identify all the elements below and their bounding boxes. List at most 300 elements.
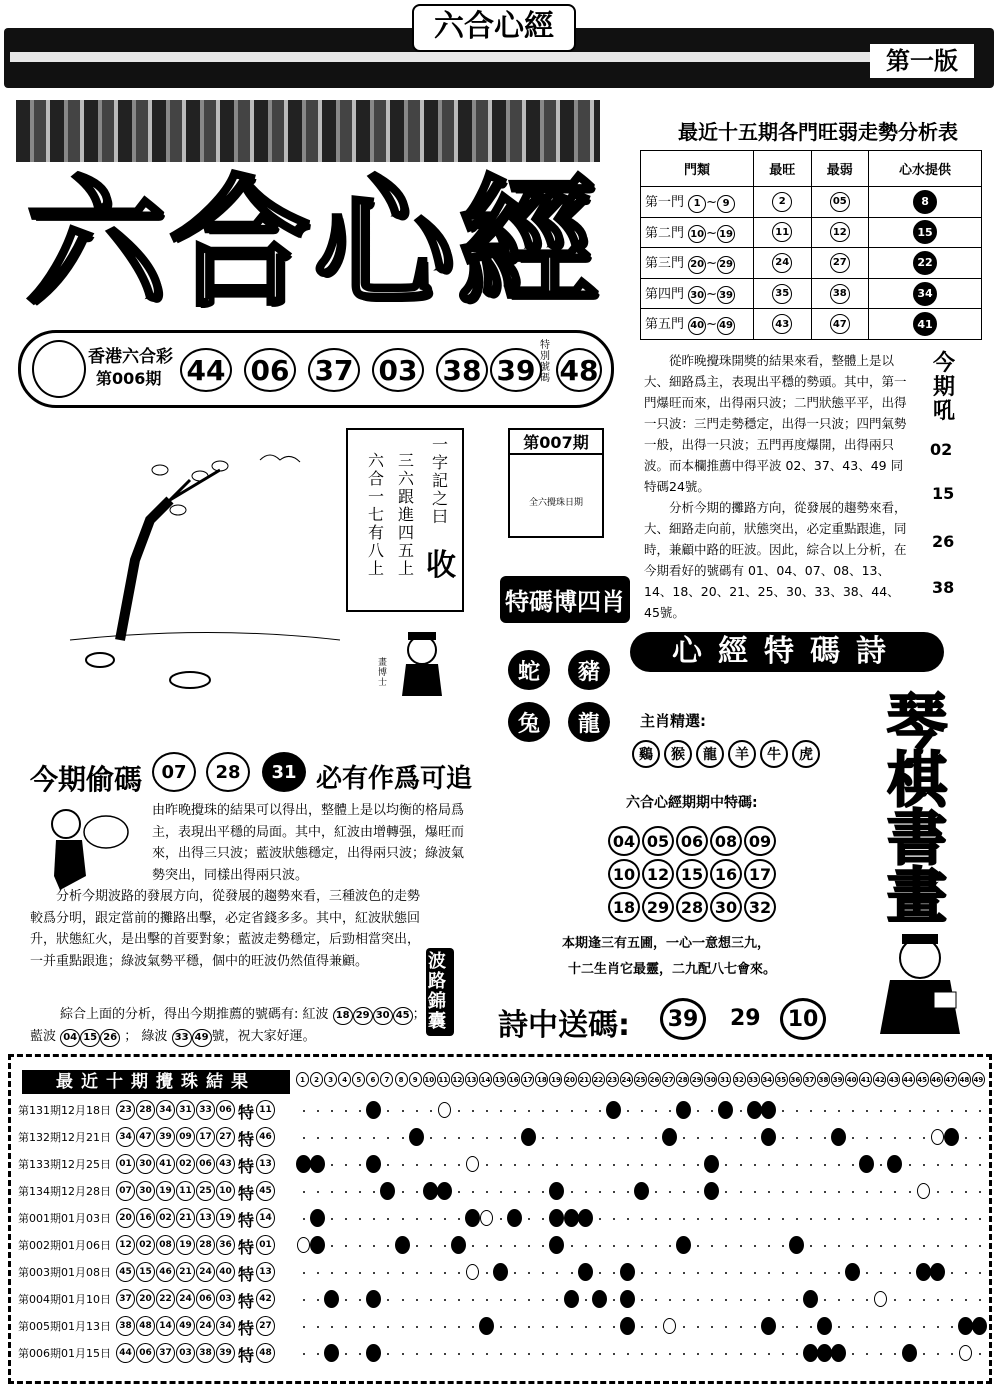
hit-dot [789,1236,804,1254]
empty-dot [754,1299,756,1301]
col-number: 12 [451,1072,464,1087]
empty-dot [542,1164,544,1166]
empty-dot [796,1326,798,1328]
empty-dot [444,1326,446,1328]
empty-dot [894,1218,896,1220]
empty-dot [683,1326,685,1328]
empty-dot [697,1110,699,1112]
empty-dot [754,1272,756,1274]
empty-dot [979,1137,981,1139]
history-ball: 28 [196,1235,215,1255]
history-ball: 01 [116,1154,135,1174]
empty-dot [697,1191,699,1193]
empty-dot [542,1299,544,1301]
empty-dot [416,1218,418,1220]
hit-dot [662,1128,677,1146]
empty-dot [669,1218,671,1220]
col-number: 13 [465,1072,478,1087]
col-number: 41 [859,1072,872,1087]
scroll-col: 三六跟進四五上 [398,451,415,578]
empty-dot [444,1245,446,1247]
empty-dot [923,1110,925,1112]
empty-dot [866,1326,868,1328]
empty-dot [683,1299,685,1301]
empty-dot [725,1191,727,1193]
empty-dot [444,1164,446,1166]
empty-dot [979,1110,981,1112]
empty-dot [528,1353,530,1355]
special-char: 特 [238,1319,255,1338]
empty-dot [416,1110,418,1112]
empty-dot [923,1137,925,1139]
empty-dot [556,1137,558,1139]
empty-dot [627,1218,629,1220]
empty-dot [458,1272,460,1274]
empty-dot [416,1191,418,1193]
table-row: 第二門 10 ~ 19 11 12 15 [641,217,982,248]
empty-dot [697,1137,699,1139]
history-ball: 22 [156,1289,175,1309]
empty-dot [782,1110,784,1112]
col-number: 9 [409,1072,422,1087]
empty-dot [416,1353,418,1355]
empty-dot [782,1191,784,1193]
empty-dot [923,1164,925,1166]
empty-dot [782,1218,784,1220]
empty-dot [486,1191,488,1193]
empty-dot [444,1137,446,1139]
empty-dot [359,1191,361,1193]
empty-dot [754,1218,756,1220]
empty-dot [345,1326,347,1328]
hit-dot [803,1290,818,1308]
empty-dot [754,1164,756,1166]
empty-dot [599,1353,601,1355]
empty-dot [810,1110,812,1112]
empty-dot [725,1299,727,1301]
empty-dot [796,1299,798,1301]
empty-dot [359,1272,361,1274]
special-label: 特別號碼 [540,340,550,384]
red-num: 45 [393,1007,413,1025]
empty-dot [345,1245,347,1247]
empty-dot [542,1272,544,1274]
history-ball: 28 [136,1100,155,1120]
empty-dot [852,1164,854,1166]
poem-line: 十二生肖它最靈，二九配八七會來。 [568,962,777,977]
hit-dot [902,1344,917,1362]
col-number: 5 [352,1072,365,1087]
col-number: 46 [930,1072,943,1087]
empty-dot [641,1299,643,1301]
empty-dot [824,1110,826,1112]
col-number: 7 [380,1072,393,1087]
empty-dot [458,1137,460,1139]
empty-dot [542,1110,544,1112]
history-ball: 48 [136,1316,155,1336]
empty-dot [416,1272,418,1274]
empty-dot [711,1110,713,1112]
empty-dot [528,1164,530,1166]
empty-dot [430,1245,432,1247]
zodiac4-title: 特碼博四肖 [500,576,630,623]
empty-dot [923,1299,925,1301]
empty-dot [838,1272,840,1274]
empty-dot [655,1164,657,1166]
zodiac-item: 豬 [568,650,610,690]
hit-dot [564,1209,579,1227]
empty-dot [303,1137,305,1139]
empty-dot [824,1218,826,1220]
empty-dot [894,1353,896,1355]
history-ball: 31 [176,1100,195,1120]
empty-dot [402,1110,404,1112]
col-number: 15 [493,1072,506,1087]
empty-dot [303,1218,305,1220]
special-nums-grid [608,826,780,922]
hit-dot [620,1290,635,1308]
empty-dot [317,1191,319,1193]
empty-dot [937,1326,939,1328]
history-row-label: 第134期12月28日 [18,1185,111,1198]
special-num: 29 [642,892,674,922]
empty-dot [430,1272,432,1274]
empty-dot [951,1218,953,1220]
poem-line: 本期逢三有五圃，一心一意想三九， [562,936,771,951]
empty-dot [894,1137,896,1139]
empty-dot [599,1137,601,1139]
empty-dot [599,1191,601,1193]
empty-dot [669,1164,671,1166]
result-ball: 06 [244,348,296,392]
empty-dot [965,1191,967,1193]
empty-dot [923,1218,925,1220]
history-title: 最近十期攪珠結果 [22,1070,290,1094]
history-row-label: 第006期01月15日 [18,1347,111,1360]
history-ball: 24 [196,1316,215,1336]
history-ball: 08 [156,1235,175,1255]
empty-dot [937,1191,939,1193]
result-period: 第006期 [96,369,162,388]
empty-dot [472,1191,474,1193]
empty-dot [909,1245,911,1247]
col-number: 1 [296,1072,309,1087]
empty-dot [641,1164,643,1166]
empty-dot [585,1191,587,1193]
history-ball: 36 [216,1235,235,1255]
col-number: 43 [887,1072,900,1087]
empty-dot [697,1326,699,1328]
hit-dot [549,1236,564,1254]
red-num: 29 [353,1007,373,1025]
col-number: 38 [817,1072,830,1087]
empty-dot [866,1272,868,1274]
hit-dot [916,1263,931,1281]
col-number: 14 [479,1072,492,1087]
empty-dot [683,1272,685,1274]
empty-dot [556,1110,558,1112]
empty-dot [782,1245,784,1247]
scroll-panel [346,428,464,612]
empty-dot [402,1326,404,1328]
empty-dot [359,1218,361,1220]
empty-dot [613,1137,615,1139]
table-row: 第三門 20 ~ 29 24 27 22 [641,248,982,279]
empty-dot [641,1326,643,1328]
empty-dot [627,1245,629,1247]
empty-dot [528,1299,530,1301]
history-ball: 20 [116,1208,135,1228]
empty-dot [937,1164,939,1166]
empty-dot [838,1191,840,1193]
empty-dot [331,1191,333,1193]
empty-dot [514,1191,516,1193]
empty-dot [740,1137,742,1139]
empty-dot [880,1272,882,1274]
empty-dot [458,1353,460,1355]
history-dot-grid [296,1098,986,1368]
empty-dot [571,1191,573,1193]
empty-dot [599,1110,601,1112]
empty-dot [500,1191,502,1193]
empty-dot [683,1218,685,1220]
col-number: 16 [507,1072,520,1087]
analysis-p2: 分析今期的攤路方向，從發展的趨勢來看，大、細路走向前，狀態突出，必定重點跟進，同時，兼顧中路的旺波。因此，綜合以上分析，在今期看好的號碼有 01、04、07、08、13、14、18、20、21、25、30、33、38、44、45號。 [644,500,907,620]
history-row-label: 第001期01月03日 [18,1212,111,1225]
history-ball: 02 [156,1208,175,1228]
special-num: 32 [744,892,776,922]
special-nums-label: 六合心經期期中特碼: [626,795,758,811]
empty-dot [373,1326,375,1328]
hit-dot [578,1209,593,1227]
history-ball: 14 [156,1316,175,1336]
empty-dot [542,1137,544,1139]
special-char: 特 [238,1346,255,1365]
special-num: 06 [676,826,708,856]
empty-dot [528,1191,530,1193]
empty-dot [655,1353,657,1355]
empty-dot [655,1218,657,1220]
history-ball: 20 [136,1289,155,1309]
history-ball: 09 [176,1127,195,1147]
empty-dot [711,1353,713,1355]
empty-dot [909,1164,911,1166]
empty-dot [571,1326,573,1328]
empty-dot [894,1110,896,1112]
special-num: 04 [608,826,640,856]
empty-dot [458,1191,460,1193]
empty-dot [430,1353,432,1355]
history-special: 13 [256,1262,275,1282]
empty-dot [754,1137,756,1139]
col-number: 4 [338,1072,351,1087]
poem-send-num: 29 [730,1006,761,1031]
steal-p1: 由昨晚攪珠的結果可以得出，整體上是以均衡的格局爲主，表現出平穩的局面。其中，紅波由增轉强，爆旺而來，出得三只波；藍波狀態穩定，出得兩只波；綠波氣勢突出，同樣出得兩只波。 [152,803,465,883]
special-char: 特 [238,1211,255,1230]
empty-dot [556,1353,558,1355]
hit-dot [366,1290,381,1308]
hit-dot [451,1236,466,1254]
empty-dot [951,1272,953,1274]
empty-dot [866,1110,868,1112]
history-ball: 07 [116,1181,135,1201]
empty-dot [768,1353,770,1355]
steal-title: 今期偷碼 [30,763,143,796]
empty-dot [894,1245,896,1247]
history-special: 46 [256,1127,275,1147]
empty-dot [613,1218,615,1220]
empty-dot [641,1245,643,1247]
hit-dot [887,1155,902,1173]
empty-dot [387,1326,389,1328]
poem-send-label: 詩中送碼: [498,1008,630,1043]
roar-num: 26 [932,532,955,551]
empty-dot [937,1353,939,1355]
empty-dot [585,1164,587,1166]
empty-dot [641,1272,643,1274]
history-ball: 30 [136,1154,155,1174]
history-ball: 02 [136,1235,155,1255]
roar-title: 今期吼 [932,351,955,424]
empty-dot [472,1353,474,1355]
history-special: 42 [256,1289,275,1309]
hit-dot [803,1344,818,1362]
empty-dot [923,1353,925,1355]
hit-dot [578,1263,593,1281]
empty-dot [444,1299,446,1301]
empty-dot [486,1137,488,1139]
col-number: 18 [535,1072,548,1087]
empty-dot [937,1245,939,1247]
empty-dot [458,1218,460,1220]
col-number: 21 [578,1072,591,1087]
empty-dot [951,1326,953,1328]
col-number: 20 [564,1072,577,1087]
zhuxiao-item: 牛 [760,740,788,768]
empty-dot [500,1353,502,1355]
empty-dot [345,1353,347,1355]
empty-dot [359,1110,361,1112]
hit-dot [549,1182,564,1200]
col-number: 37 [803,1072,816,1087]
history-ball: 34 [156,1100,175,1120]
empty-dot [514,1164,516,1166]
empty-dot [894,1299,896,1301]
empty-dot [852,1326,854,1328]
empty-dot [599,1272,601,1274]
empty-dot [768,1218,770,1220]
hit-dot [817,1317,832,1335]
special-ball: 48 [556,348,602,392]
hit-dot [958,1317,973,1335]
empty-dot [880,1353,882,1355]
th-door: 門類 [641,151,754,187]
special-char: 特 [238,1292,255,1311]
empty-dot [768,1191,770,1193]
empty-dot [500,1299,502,1301]
special-char: 特 [238,1157,255,1176]
history-ball: 44 [116,1343,135,1363]
empty-dot [458,1110,460,1112]
hit-dot [465,1209,480,1227]
empty-dot [331,1218,333,1220]
special-num: 09 [744,826,776,856]
empty-dot [965,1218,967,1220]
result-brand: 香港六合彩 [88,347,173,367]
empty-dot [345,1299,347,1301]
empty-dot [711,1218,713,1220]
history-ball: 06 [196,1154,215,1174]
history-special: 48 [256,1343,275,1363]
empty-dot [852,1245,854,1247]
empty-dot [373,1245,375,1247]
empty-dot [740,1164,742,1166]
hit-dot [437,1182,452,1200]
empty-dot [514,1299,516,1301]
empty-dot [852,1353,854,1355]
empty-dot [345,1218,347,1220]
empty-dot [965,1110,967,1112]
empty-dot [585,1137,587,1139]
empty-dot [402,1164,404,1166]
empty-dot [430,1326,432,1328]
special-ring [480,1210,493,1226]
zhuxiao-item: 羊 [728,740,756,768]
empty-dot [345,1164,347,1166]
blue-num: 04 [60,1029,80,1047]
empty-dot [683,1191,685,1193]
empty-dot [725,1272,727,1274]
empty-dot [402,1353,404,1355]
special-ring [438,1102,451,1118]
hit-dot [296,1155,311,1173]
hit-dot [704,1155,719,1173]
empty-dot [500,1326,502,1328]
empty-dot [528,1245,530,1247]
empty-dot [542,1191,544,1193]
empty-dot [486,1245,488,1247]
steal-p2: 分析今期波路的發展方向，從發展的趨勢來看，三種波色的走勢較爲分明，跟定當前的攤路出擊，必定省錢多多。其中，紅波狀態回升，狀態紅火，是出擊的首要對象；藍波走勢穩定，后勁相當突出，一并重點跟進；綠波氣勢平穩，個中的旺波仍然值得兼顧。 [30,889,421,969]
empty-dot [909,1272,911,1274]
col-number: 25 [634,1072,647,1087]
empty-dot [571,1164,573,1166]
special-ring [466,1264,479,1280]
history-ball: 41 [156,1154,175,1174]
empty-dot [430,1164,432,1166]
empty-dot [472,1245,474,1247]
empty-dot [402,1272,404,1274]
empty-dot [585,1326,587,1328]
hit-dot [310,1155,325,1173]
analysis-text [644,350,914,623]
empty-dot [317,1272,319,1274]
empty-dot [444,1218,446,1220]
empty-dot [486,1110,488,1112]
empty-dot [669,1353,671,1355]
col-number: 35 [775,1072,788,1087]
empty-dot [852,1110,854,1112]
empty-dot [754,1353,756,1355]
special-num: 08 [710,826,742,856]
history-ball: 39 [156,1127,175,1147]
empty-dot [796,1272,798,1274]
empty-dot [655,1191,657,1193]
empty-dot [599,1326,601,1328]
hit-dot [366,1155,381,1173]
col-number: 26 [648,1072,661,1087]
empty-dot [951,1110,953,1112]
empty-dot [796,1218,798,1220]
